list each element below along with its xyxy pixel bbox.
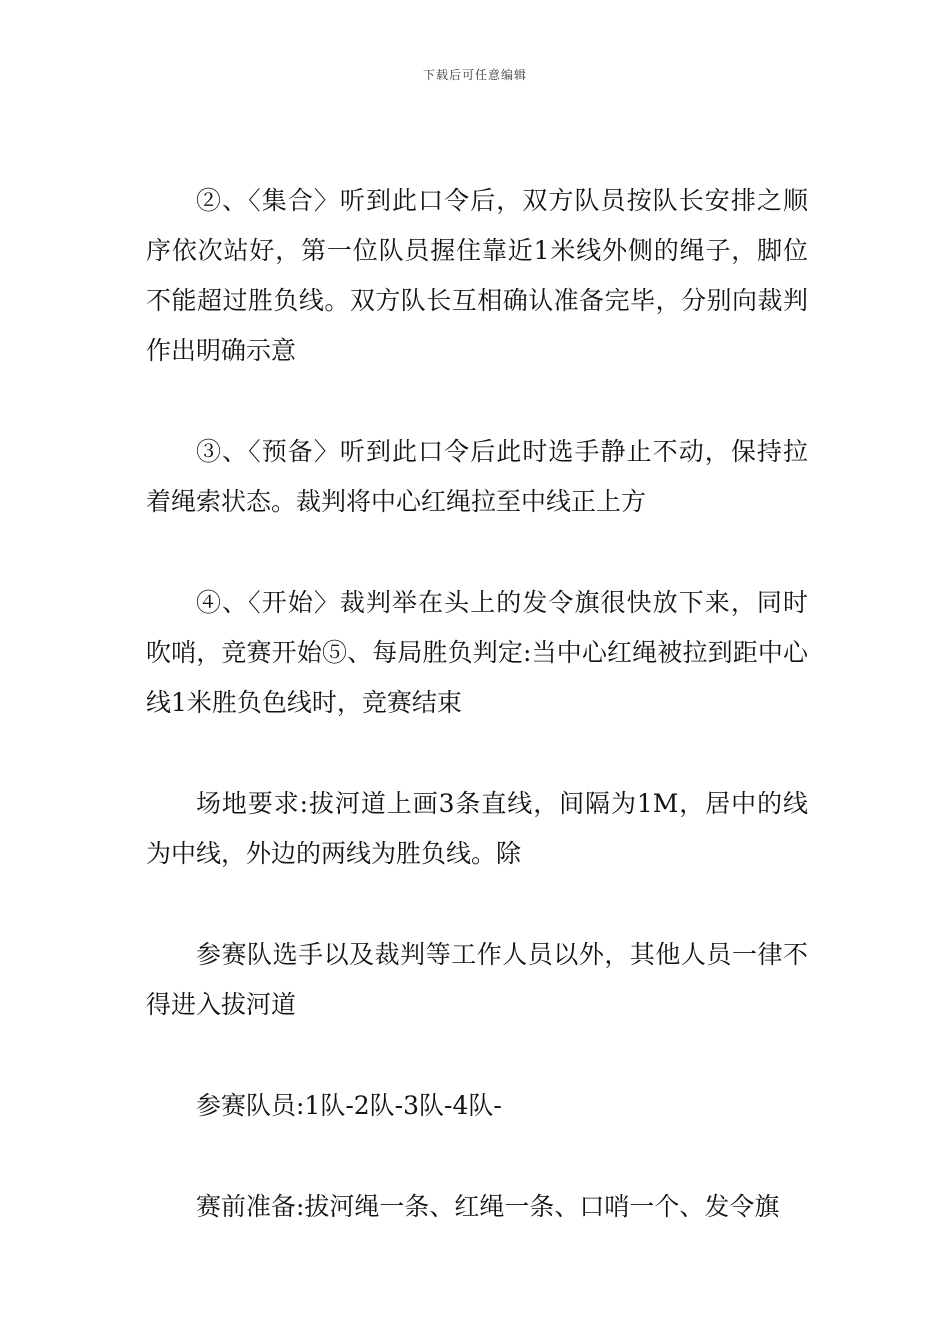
paragraph-teams: 参赛队员:1队-2队-3队-4队- bbox=[196, 1091, 502, 1120]
page-header: 下载后可任意编辑 bbox=[422, 68, 527, 82]
paragraph-assembly: ②、〈集合〉听到此口令后，双方队员按队长安排之顺序依次站好，第一位队员握住靠近1米线外侧的绳子，脚位不能超过胜负线。双方队长互相确认准备完毕，分别向裁判作出明确示意 bbox=[146, 186, 808, 365]
paragraph-personnel: 参赛队选手以及裁判等工作人员以外，其他人员一律不得进入拔河道 bbox=[146, 940, 808, 1019]
paragraph-preparation: 赛前准备:拔河绳一条、红绳一条、口哨一个、发令旗 bbox=[196, 1192, 780, 1221]
paragraph-venue: 场地要求:拔河道上画3条直线，间隔为1M，居中的线为中线，外边的两线为胜负线。除 bbox=[146, 789, 808, 868]
document-body bbox=[146, 176, 808, 1232]
paragraph-start: ④、〈开始〉裁判举在头上的发令旗很快放下来，同时吹哨，竞赛开始⑤、每局胜负判定:当中心红绳被拉到距中心线1米胜负色线时，竞赛结束 bbox=[146, 588, 808, 717]
paragraph-ready: ③、〈预备〉听到此口令后此时选手静止不动，保持拉着绳索状态。裁判将中心红绳拉至中线正上方 bbox=[146, 437, 808, 516]
